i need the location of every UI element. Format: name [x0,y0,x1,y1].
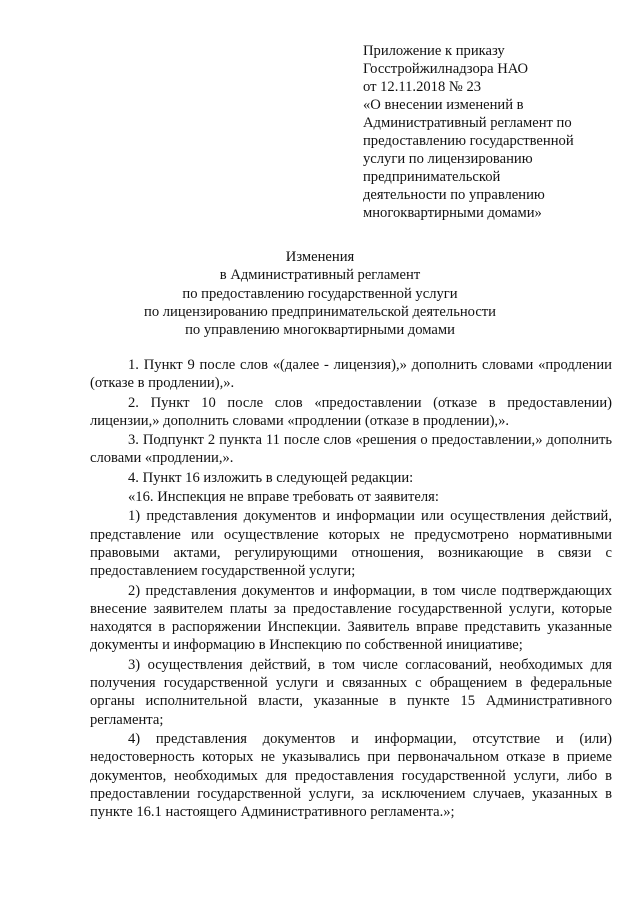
paragraph: 4) представления документов и информации, отсутствие и (или) недостоверность которых не указывались при первоначальном отказе в приеме документов, необходимых для предоставления государственной услуги, либо в предоставлении государственной услуги, за исключением случаев, указанных в пункте 16.1 настоящего Административного регламента.»; [90,730,612,821]
appendix-line: Административный регламент по [363,115,572,131]
appendix-line: предпринимательской [363,169,501,185]
paragraph: 4. Пункт 16 изложить в следующей редакции: [128,469,414,486]
paragraph: 3) осуществления действий, в том числе согласований, необходимых для получения государственной услуги и связанных с обращением в федеральные органы исполнительной власти, указанные в пункте 15 Административного регламента; [90,656,612,728]
paragraph: 2) представления документов и информации, в том числе подтверждающих внесение заявителем платы за предоставление государственной услуги, которые находятся в распоряжении Инспекции. Заявитель вправе представить указанные документы и информацию в Инспекцию по собственной инициативе; [90,582,612,654]
paragraph: «16. Инспекция не вправе требовать от заявителя: [128,489,439,506]
appendix-block [363,42,603,222]
paragraph: 2. Пункт 10 после слов «предоставлении (отказе в предоставлении) лицензии,» дополнить словами «продлении (отказе в продлении),». [90,394,612,429]
paragraph: 1) представления документов и информации или осуществления действий, представление или осуществление которых не предусмотрено нормативными правовыми актами, регулирующими отношения, возникающие в связи с предоставлением государственной услуги; [90,508,612,580]
heading-line: Изменения [285,249,355,265]
appendix-line: услуги по лицензированию [363,151,533,167]
heading-line: по лицензированию предпринимательской деятельности [144,303,496,320]
appendix-line: предоставлению государственной [363,133,574,149]
appendix-line: деятельности по управлению [363,187,545,203]
appendix-line: Госстройжилнадзора НАО [363,61,529,77]
heading-line: в Административный регламент [219,267,421,284]
heading-line: по предоставлению государственной услуги [182,285,458,302]
heading-line: по управлению многоквартирными домами [185,322,455,339]
paragraph: 1. Пункт 9 после слов «(далее - лицензия),» дополнить словами «продлении (отказе в продлении),». [90,357,612,392]
appendix-line: многоквартирными домами» [363,205,542,221]
appendix-line: Приложение к приказу [363,43,505,59]
appendix-line: «О внесении изменений в [363,97,524,113]
document-body [90,356,612,821]
appendix-line: от 12.11.2018 № 23 [363,79,482,95]
document-heading [0,248,640,339]
paragraph: 3. Подпункт 2 пункта 11 после слов «решения о предоставлении,» дополнить словами «продлении,». [90,432,612,467]
